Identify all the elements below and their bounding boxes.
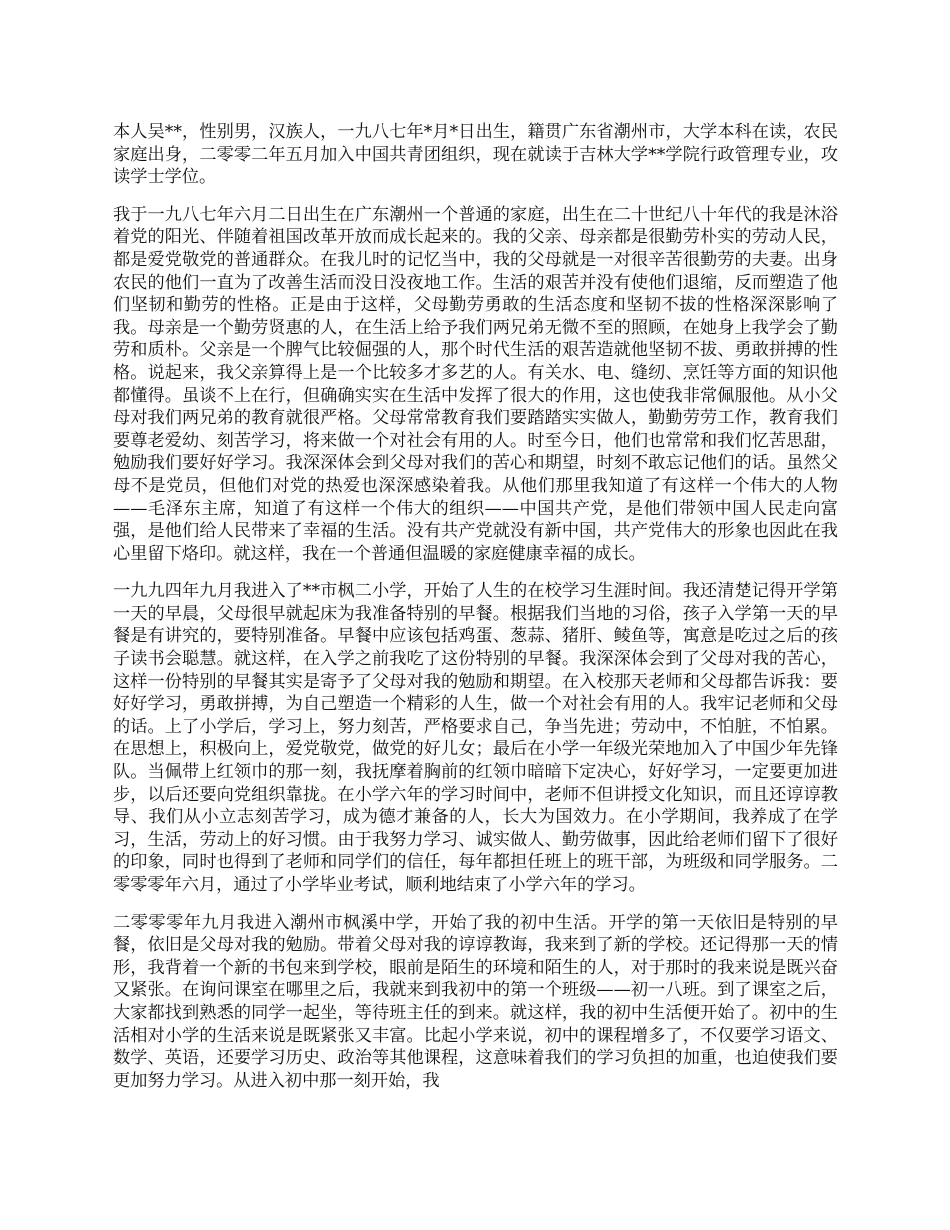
paragraph-primary-school: 一九九四年九月我进入了**市枫二小学，开始了人生的在校学习生涯时间。我还清楚记得开学第一天的早晨，父母很早就起床为我准备特别的早餐。根据我们当地的习俗，孩子入学第一天的早餐是有讲究的，要特别准备。早餐中应该包括鸡蛋、葱蒜、猪肝、鲮鱼等，寓意是吃过之后的孩子读书会聪慧。就这样，在入学之前我吃了这份特别的早餐。我深深体会到了父母对我的苦心，这样一份特别的早餐其实是寄予了父母对我的勉励和期望。在入校那天老师和父母都告诉我：要好好学习，勇敢拼搏，为自己塑造一个精彩的人生，做一个对社会有用的人。我牢记老师和父母的话。上了小学后，学习上，努力刻苦，严格要求自己，争当先进；劳动中，不怕脏，不怕累。在思想上，积极向上，爱党敬党，做党的好儿女；最后在小学一年级光荣地加入了中国少年先锋队。当佩带上红领巾的那一刻，我抚摩着胸前的红领巾暗暗下定决心，好好学习，一定要更加进步，以后还要向党组织靠拢。在小学六年的学习时间中，老师不但讲授文化知识，而且还谆谆教导、我们从小立志刻苦学习，成为德才兼备的人，长大为国效力。在小学期间，我养成了在学习，生活，劳动上的好习惯。由于我努力学习、诚实做人、勤劳做事，因此给老师们留下了很好的印象，同时也得到了老师和同学们的信任，每年都担任班上的班干部，为班级和同学服务。二零零零年六月，通过了小学毕业考试，顺利地结束了小学六年的学习。 [113,581,838,895]
document-page [113,121,838,1107]
paragraph-middle-school: 二零零零年九月我进入潮州市枫溪中学，开始了我的初中生活。开学的第一天依旧是特别的早餐，依旧是父母对我的勉励。带着父母对我的谆谆教诲，我来到了新的学校。还记得那一天的情形，我背着一个新的书包来到学校，眼前是陌生的环境和陌生的人，对于那时的我来说是既兴奋又紧张。在询问课室在哪里之后，我就来到我初中的第一个班级——初一八班。到了课室之后，大家都找到熟悉的同学一起坐，等待班主任的到来。就这样，我的初中生活便开始了。初中的生活相对小学的生活来说是既紧张又丰富。比起小学来说，初中的课程增多了，不仅要学习语文、数学、英语，还要学习历史、政治等其他课程，这意味着我们的学习负担的加重，也迫使我们要更加努力学习。从进入初中那一刻开始，我 [113,912,838,1091]
paragraph-family-background: 我于一九八七年六月二日出生在广东潮州一个普通的家庭，出生在二十世纪八十年代的我是沐浴着党的阳光、伴随着祖国改革开放而成长起来的。我的父亲、母亲都是很勤劳朴实的劳动人民，都是爱党敬党的普通群众。在我儿时的记忆当中，我的父母就是一对很辛苦很勤劳的夫妻。出身农民的他们一直为了改善生活而没日没夜地工作。生活的艰苦并没有使他们退缩，反而塑造了他们坚韧和勤劳的性格。正是由于这样，父母勤劳勇敢的生活态度和坚韧不拔的性格深深影响了我。母亲是一个勤劳贤惠的人，在生活上给予我们两兄弟无微不至的照顾，在她身上我学会了勤劳和质朴。父亲是一个脾气比较倔强的人，那个时代生活的艰苦造就他坚韧不拔、勇敢拼搏的性格。说起来，我父亲算得上是一个比较多才多艺的人。有关水、电、缝纫、烹饪等方面的知识他都懂得。虽谈不上在行，但确确实实在生活中发挥了很大的作用，这也使我非常佩服他。从小父母对我们两兄弟的教育就很严格。父母常常教育我们要踏踏实实做人，勤勤劳劳工作，教育我们要尊老爱幼、刻苦学习，将来做一个对社会有用的人。时至今日，他们也常常和我们忆苦思甜，勉励我们要好好学习。我深深体会到父母对我们的苦心和期望，时刻不敢忘记他们的话。虽然父母不是党员，但他们对党的热爱也深深感染着我。从他们那里我知道了有这样一个伟大的人物——毛泽东主席，知道了有这样一个伟大的组织——中国共产党，是他们带领中国人民走向富强，是他们给人民带来了幸福的生活。没有共产党就没有新中国，共产党伟大的形象也因此在我心里留下烙印。就这样，我在一个普通但温暖的家庭健康幸福的成长。 [113,204,838,564]
paragraph-personal-info: 本人吴**，性别男，汉族人，一九八七年*月*日出生，籍贯广东省潮州市，大学本科在读，农民家庭出身，二零零二年五月加入中国共青团组织，现在就读于吉林大学**学院行政管理专业，攻读学士学位。 [113,122,838,188]
